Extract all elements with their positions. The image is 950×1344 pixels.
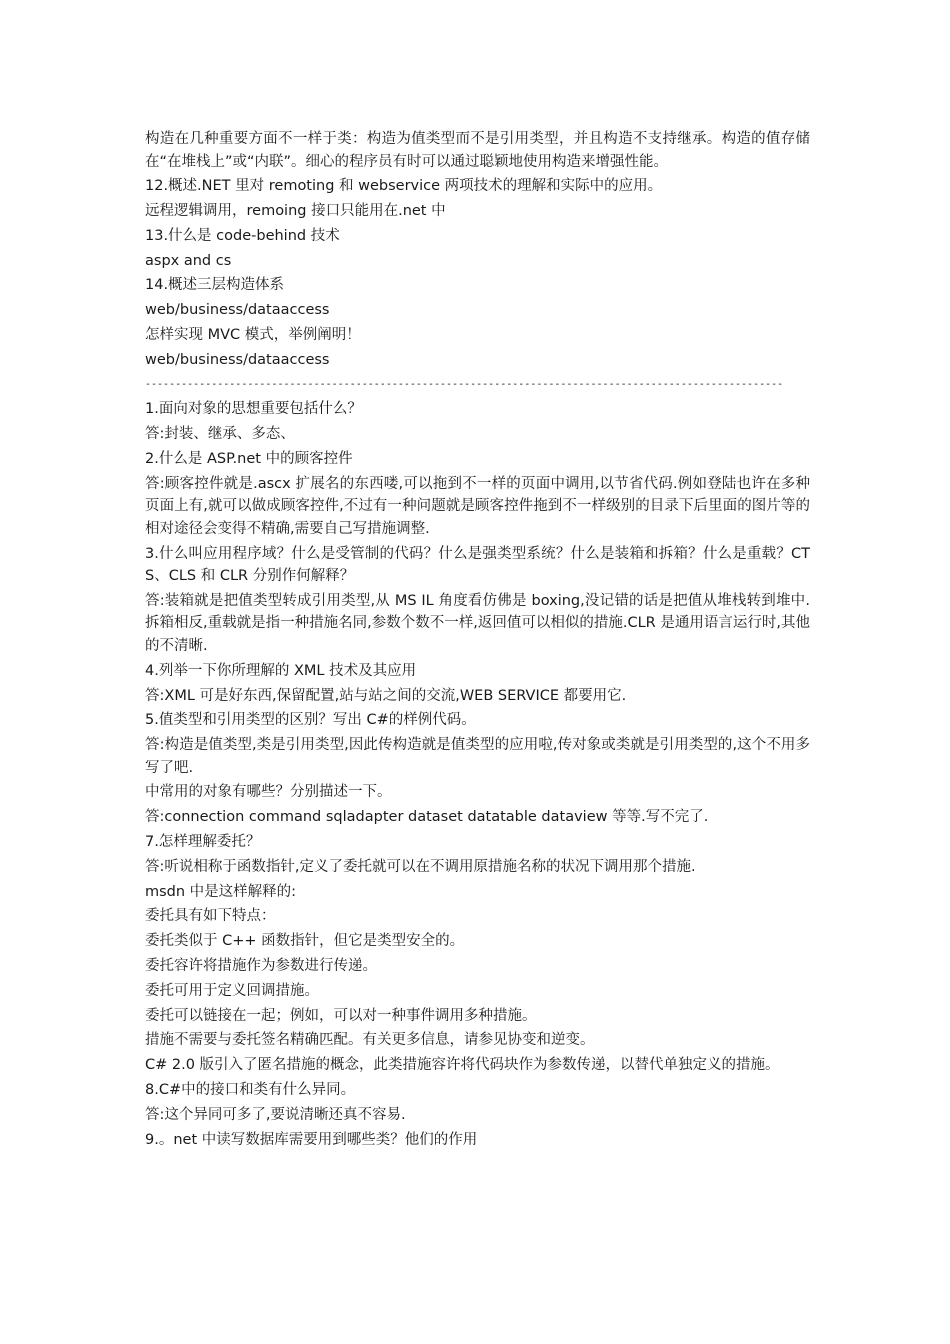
answer-text: 委托可用于定义回调措施。	[145, 982, 319, 999]
question-heading: 2.什么是 ASP.net 中的顾客控件	[145, 451, 353, 468]
section-divider: ----------------------------------------------------------------------------------------------------------	[145, 378, 784, 390]
answer-text: C# 2.0 版引入了匿名措施的概念，此类措施容许将代码块作为参数传递，以替代单独定义的措施。	[145, 1057, 780, 1074]
answer-text: 答:构造是值类型,类是引用类型,因此传构造就是值类型的应用啦,传对象或类就是引用类型的,这个不用多写了吧.	[145, 737, 810, 776]
question-heading: 13.什么是 code-behind 技术	[145, 227, 340, 244]
answer-text: 答:封装、继承、多态、	[145, 426, 295, 443]
question-heading: 12.概述.NET 里对 remoting 和 webservice 两项技术的理解和实际中的应用。	[145, 178, 663, 195]
question-heading: 8.C#中的接口和类有什么异同。	[145, 1082, 356, 1098]
answer-text: 答:这个异同可多了,要说清晰还真不容易.	[145, 1106, 406, 1123]
answer-text: 答:顾客控件就是.ascx 扩展名的东西喽,可以拖到不一样的页面中调用,以节省代码.例如登陆也许在多种页面上有,就可以做成顾客控件,不过有一种问题就是顾客控件拖到不一样级别的目录下后里面的图片等的相对途径会变得不精确,需要自己写措施调整.	[145, 475, 810, 537]
answer-text: 远程逻辑调用，remoing 接口只能用在.net 中	[145, 203, 446, 220]
question-heading: 14.概述三层构造体系	[145, 277, 285, 294]
answer-text: 答:XML 可是好东西,保留配置,站与站之间的交流,WEB SERVICE 都要用它.	[145, 687, 627, 704]
answer-text: 答:听说相称于函数指针,定义了委托就可以在不调用原措施名称的状况下调用那个措施.	[145, 858, 696, 875]
answer-text: 答:connection command sqladapter dataset datatable dataview 等等.写不完了.	[145, 809, 709, 826]
question-heading: 9.。net 中读写数据库需要用到哪些类？他们的作用	[145, 1131, 478, 1148]
paragraph: 构造在几种重要方面不一样于类：构造为值类型而不是引用类型，并且构造不支持继承。构造的值存储在“在堆栈上”或“内联”。细心的程序员有时可以通过聪颖地使用构造来增强性能。	[145, 131, 810, 170]
question-heading: 中常用的对象有哪些？分别描述一下。	[145, 784, 392, 801]
question-heading: 怎样实现 MVC 模式，举例阐明！	[145, 327, 361, 344]
question-heading: 4.列举一下你所理解的 XML 技术及其应用	[145, 662, 417, 679]
answer-text: 委托具有如下特点：	[145, 908, 276, 925]
question-heading: 7.怎样理解委托？	[145, 834, 261, 851]
document-body	[145, 128, 810, 1153]
answer-text: 措施不需要与委托签名精确匹配。有关更多信息，请参见协变和逆变。	[145, 1032, 595, 1049]
answer-text: msdn 中是这样解释的:	[145, 883, 297, 900]
answer-text: 答:装箱就是把值类型转成引用类型,从 MS IL 角度看仿佛是 boxing,没记错的话是把值从堆栈转到堆中.拆箱相反,重载就是指一种措施名同,参数个数不一样,返回值可以相似的措施.CLR 是通用语言运行时,其他的不清晰.	[145, 592, 810, 654]
answer-text: web/business/dataaccess	[145, 351, 330, 368]
answer-text: 委托类似于 C++ 函数指针，但它是类型安全的。	[145, 933, 465, 950]
question-heading: 5.值类型和引用类型的区别？写出 C#的样例代码。	[145, 712, 476, 729]
question-heading: 1.面向对象的思想重要包括什么？	[145, 401, 362, 418]
answer-text: 委托容许将措施作为参数进行传递。	[145, 958, 377, 975]
answer-text: aspx and cs	[145, 252, 232, 269]
answer-text: web/business/dataaccess	[145, 302, 330, 319]
answer-text: 委托可以链接在一起；例如，可以对一种事件调用多种措施。	[145, 1007, 537, 1024]
question-heading: 3.什么叫应用程序域？什么是受管制的代码？什么是强类型系统？什么是装箱和拆箱？什么是重载？CTS、CLS 和 CLR 分别作何解释？	[145, 545, 810, 585]
